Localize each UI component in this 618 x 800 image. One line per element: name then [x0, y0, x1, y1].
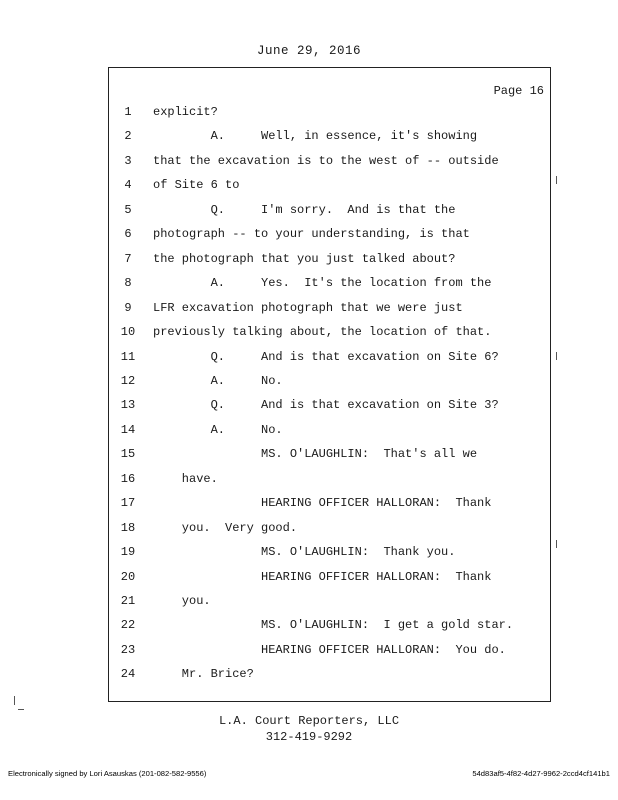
line-text: you. Very good.	[153, 520, 298, 535]
court-reporter-name: L.A. Court Reporters, LLC	[218, 714, 400, 728]
line-text: A. Yes. It's the location from the	[153, 276, 492, 291]
transcript-line	[109, 200, 549, 220]
transcript-line	[109, 151, 549, 171]
line-text: A. No.	[153, 373, 283, 388]
line-number: 13	[120, 398, 136, 413]
line-number: 24	[120, 667, 136, 682]
transcript-line	[109, 395, 549, 415]
line-number: 3	[124, 153, 132, 168]
transcript-line	[109, 224, 549, 244]
line-number: 9	[124, 300, 132, 315]
transcript-line	[109, 493, 549, 513]
transcript-line	[109, 615, 549, 635]
page-number: Page 16	[493, 84, 544, 98]
line-number: 19	[120, 545, 136, 560]
transcript-line	[109, 126, 549, 146]
line-text: HEARING OFFICER HALLORAN: Thank	[153, 569, 492, 584]
line-text: HEARING OFFICER HALLORAN: Thank	[153, 496, 492, 511]
scan-speck	[18, 709, 24, 710]
line-text: photograph -- to your understanding, is that	[153, 227, 470, 242]
line-number: 1	[124, 105, 132, 119]
line-text: Q. And is that excavation on Site 3?	[153, 398, 499, 413]
transcript-line	[109, 249, 549, 269]
line-text: HEARING OFFICER HALLORAN: You do.	[153, 642, 506, 657]
line-text: of Site 6 to	[153, 178, 240, 193]
transcript-line	[109, 469, 549, 489]
transcript-line	[109, 542, 549, 562]
line-text: MS. O'LAUGHLIN: That's all we	[153, 447, 478, 462]
transcript-line	[109, 371, 549, 391]
line-number: 8	[124, 276, 132, 291]
line-number: 14	[120, 422, 136, 437]
line-number: 10	[120, 325, 136, 340]
scan-speck	[14, 696, 15, 705]
line-number: 12	[120, 373, 136, 388]
line-number: 22	[120, 618, 136, 633]
transcript-line	[109, 420, 549, 440]
transcript-line	[109, 273, 549, 293]
transcript-date: June 29, 2016	[256, 44, 362, 58]
scan-speck	[556, 352, 557, 360]
court-reporter-phone: 312-419-9292	[265, 730, 353, 744]
line-text: Q. And is that excavation on Site 6?	[153, 349, 499, 364]
line-number: 20	[120, 569, 136, 584]
scan-speck	[556, 540, 557, 548]
line-text: have.	[153, 471, 218, 486]
transcript-line	[109, 444, 549, 464]
transcript-line	[109, 567, 549, 587]
scan-speck	[556, 176, 557, 184]
line-text: MS. O'LAUGHLIN: I get a gold star.	[153, 618, 514, 633]
transcript-line	[109, 591, 549, 611]
line-number: 7	[124, 251, 132, 266]
line-number: 6	[124, 227, 132, 242]
line-number: 21	[120, 594, 136, 608]
line-text: Mr. Brice?	[153, 667, 254, 682]
line-number: 5	[124, 202, 132, 217]
document-hash: 54d83af5-4f82-4d27-9962-2ccd4cf141b1	[472, 769, 610, 778]
transcript-line	[109, 347, 549, 367]
line-number: 18	[120, 520, 136, 535]
line-number: 15	[120, 447, 136, 462]
line-text: previously talking about, the location of that.	[153, 325, 492, 340]
line-text: you.	[153, 594, 211, 608]
transcript-line	[109, 664, 549, 684]
transcript-line	[109, 322, 549, 342]
line-number: 11	[120, 349, 136, 364]
line-text: LFR excavation photograph that we were just	[153, 300, 463, 315]
line-text: MS. O'LAUGHLIN: Thank you.	[153, 545, 456, 560]
line-text: that the excavation is to the west of -- outside	[153, 153, 499, 168]
line-text: the photograph that you just talked about?	[153, 251, 456, 266]
line-text: explicit?	[153, 105, 218, 119]
transcript-line	[109, 518, 549, 538]
electronic-signature-note: Electronically signed by Lori Asauskas (201-082-582-9556)	[8, 769, 207, 778]
transcript-line	[109, 640, 549, 660]
line-number: 23	[120, 642, 136, 657]
line-text: Q. I'm sorry. And is that the	[153, 202, 456, 217]
line-number: 2	[124, 129, 132, 144]
line-text: A. Well, in essence, it's showing	[153, 129, 478, 144]
line-number: 17	[120, 496, 136, 511]
line-number: 4	[124, 178, 132, 193]
transcript-line	[109, 298, 549, 318]
transcript-page-frame	[108, 67, 551, 702]
line-text: A. No.	[153, 422, 283, 437]
transcript-line	[109, 175, 549, 195]
line-number: 16	[120, 471, 136, 486]
transcript-line	[109, 102, 549, 122]
